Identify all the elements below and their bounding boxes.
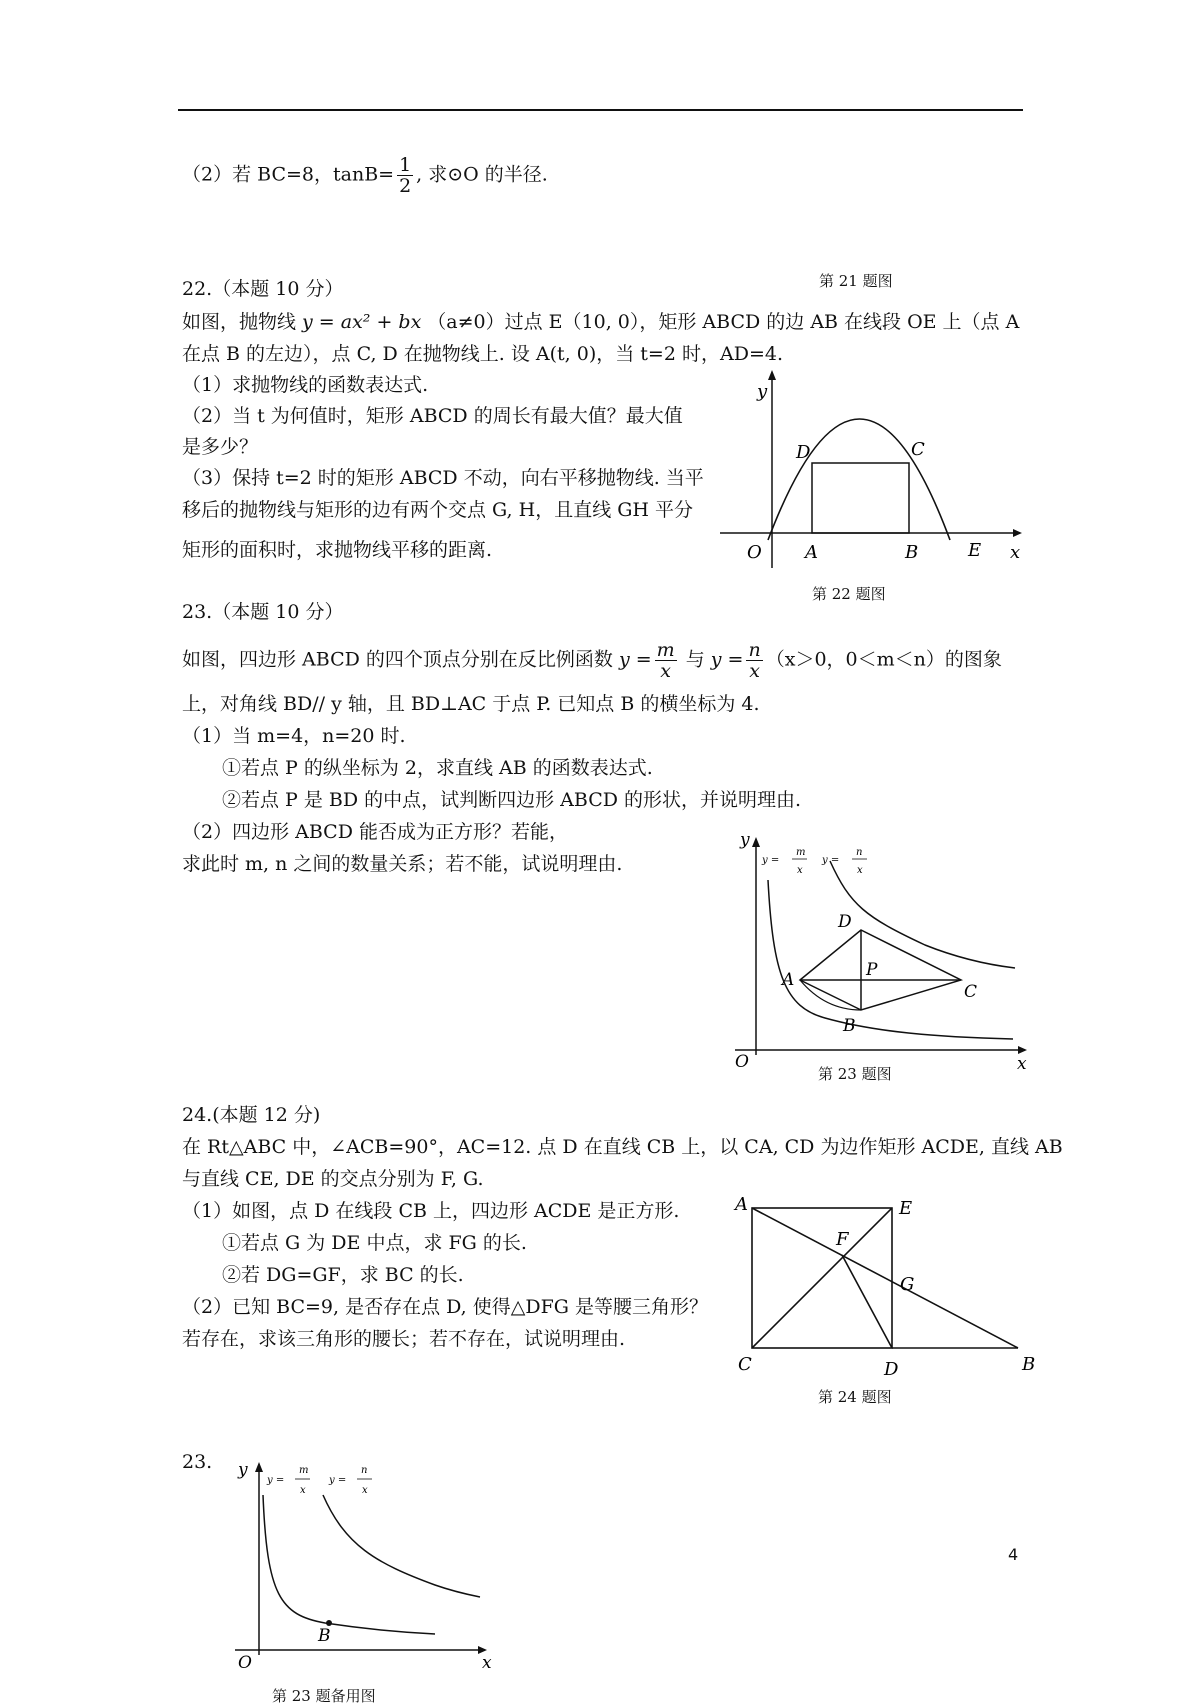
q24-line1: 在 Rt△ABC 中，∠ACB=90°，AC=12. 点 D 在直线 CB 上，以 CA, CD 为边作矩形 ACDE, 直线 AB bbox=[182, 1136, 1063, 1158]
q23-y-eq-2: y = bbox=[710, 648, 744, 671]
q23-y-eq-1: y = bbox=[618, 648, 652, 671]
q23-label-y: y bbox=[740, 830, 750, 850]
q23-quadrilateral bbox=[800, 930, 961, 1010]
q22-y-arrow-icon bbox=[768, 370, 776, 380]
q23-frac-m-num: m bbox=[656, 639, 675, 661]
q24-label-A: A bbox=[735, 1194, 748, 1215]
q22-line1-post: （a≠0）过点 E（10, 0），矩形 ABCD 的边 AB 在线段 OE 上（点 A bbox=[427, 311, 1020, 333]
q23-label-C: C bbox=[964, 982, 978, 1002]
q22-label-A: A bbox=[805, 542, 818, 563]
q22-line2: 在点 B 的左边），点 C, D 在抛物线上. 设 A(t, 0)，当 t=2 时，AD=4. bbox=[182, 343, 783, 365]
q24-part1a: ①若点 G 为 DE 中点，求 FG 的长. bbox=[222, 1232, 527, 1254]
q24-figure bbox=[735, 1190, 1035, 1380]
q21-frac-num: 1 bbox=[399, 154, 412, 176]
q23-curve-m bbox=[768, 880, 1013, 1039]
q24-fig-caption: 第 24 题图 bbox=[818, 1388, 892, 1406]
q23-part2b: 求此时 m, n 之间的数量关系；若不能，试说明理由. bbox=[182, 853, 623, 875]
spare-label-O: O bbox=[238, 1653, 252, 1673]
q22-label-x: x bbox=[1010, 542, 1021, 563]
q24-part1: （1）如图，点 D 在线段 CB 上，四边形 ACDE 是正方形. bbox=[182, 1200, 680, 1222]
q23-frac-m-den: x bbox=[660, 660, 672, 682]
q23-label-B: B bbox=[843, 1016, 856, 1036]
q24-part2b: 若存在，求该三角形的腰长；若不存在，试说明理由. bbox=[182, 1328, 626, 1350]
q22-part2b: 是多少？ bbox=[182, 436, 259, 458]
q22-label-C: C bbox=[911, 439, 925, 460]
spare-curve-n bbox=[323, 1495, 480, 1597]
spare-eq-m-den: x bbox=[300, 1485, 306, 1496]
spare-y-arrow-icon bbox=[255, 1462, 263, 1472]
page-number: 4 bbox=[1008, 1545, 1019, 1564]
q24-label-E: E bbox=[899, 1198, 913, 1219]
q23-line2: 上，对角线 BD// y 轴，且 BD⊥AC 于点 P. 已知点 B 的横坐标为 4. bbox=[182, 693, 760, 715]
q21-part2-text: （2）若 BC=8，tanB= bbox=[182, 163, 395, 186]
q23-part1b: ②若点 P 是 BD 的中点，试判断四边形 ABCD 的形状，并说明理由. bbox=[222, 789, 802, 811]
q22-x-arrow-icon bbox=[1013, 529, 1022, 537]
spare-fig-caption: 第 23 题备用图 bbox=[272, 1687, 376, 1705]
q23-part1: （1）当 m=4，n=20 时. bbox=[182, 725, 406, 747]
q24-line-CE bbox=[752, 1208, 892, 1348]
spare-label-x: x bbox=[482, 1653, 492, 1673]
q22-part3b: 移后的抛物线与矩形的边有两个交点 G, H，且直线 GH 平分 bbox=[182, 499, 694, 521]
q21-fig-caption: 第 21 题图 bbox=[819, 272, 893, 290]
q23-line1-pre: 如图，四边形 ABCD 的四个顶点分别在反比例函数 bbox=[182, 648, 613, 671]
q24-label-B: B bbox=[1022, 1354, 1036, 1375]
q24-label-C: C bbox=[738, 1354, 752, 1375]
q23-y-arrow-icon bbox=[752, 837, 760, 847]
q23-heading: 23.（本题 10 分） bbox=[182, 601, 344, 623]
q24-label-F: F bbox=[836, 1229, 849, 1250]
q23-label-A: A bbox=[782, 970, 795, 990]
q22-parabola bbox=[768, 419, 950, 540]
q22-label-y: y bbox=[757, 381, 768, 402]
q22-label-B: B bbox=[905, 542, 919, 563]
q22-heading: 22.（本题 10 分） bbox=[182, 278, 344, 300]
spare-eq-n-left: y = bbox=[329, 1475, 347, 1486]
q22-part3c: 矩形的面积时，求抛物线平移的距离. bbox=[182, 539, 493, 561]
q22-figure bbox=[735, 378, 1035, 578]
spare-label-y: y bbox=[238, 1460, 248, 1480]
q23-label-x: x bbox=[1017, 1054, 1027, 1074]
q21-fraction bbox=[397, 155, 413, 196]
q23-label-P: P bbox=[866, 960, 878, 980]
q23-label-O: O bbox=[735, 1052, 749, 1072]
spare-label-B: B bbox=[318, 1626, 331, 1646]
q24-label-D: D bbox=[884, 1359, 899, 1380]
q23-line1 bbox=[182, 640, 1002, 681]
q24-heading: 24.(本题 12 分) bbox=[182, 1104, 321, 1126]
q23-x-arrow-icon bbox=[1018, 1046, 1027, 1054]
q23-frac-m bbox=[655, 640, 677, 681]
q23-line1-post: （x＞0，0＜m＜n）的图象 bbox=[765, 648, 1002, 671]
q22-fig-caption: 第 22 题图 bbox=[812, 585, 886, 603]
spare-eq-n-num: n bbox=[361, 1465, 368, 1476]
q23-fig-caption: 第 23 题图 bbox=[818, 1065, 892, 1083]
q22-line1 bbox=[182, 310, 1019, 334]
spare-eq-n-den: x bbox=[362, 1485, 368, 1496]
spare-eq-m-num: m bbox=[299, 1465, 309, 1476]
q24-line2: 与直线 CE, DE 的交点分别为 F, G. bbox=[182, 1168, 484, 1190]
q22-label-D: D bbox=[796, 442, 811, 463]
q21-part2-tail: , 求⊙O 的半径. bbox=[416, 163, 548, 186]
q23-eq-n-left: y = bbox=[822, 855, 840, 866]
q21-frac-den: 2 bbox=[399, 175, 412, 197]
spare-label: 23. bbox=[182, 1451, 213, 1473]
q23-frac-n bbox=[746, 640, 762, 681]
q23-part1a: ①若点 P 的纵坐标为 2，求直线 AB 的函数表达式. bbox=[222, 757, 653, 779]
q23-eq-m-den: x bbox=[797, 865, 803, 876]
q22-label-E: E bbox=[968, 540, 982, 561]
q23-eq-n-den: x bbox=[857, 865, 863, 876]
spare-curve-m bbox=[263, 1495, 435, 1634]
q23-part2a: （2）四边形 ABCD 能否成为正方形？若能， bbox=[182, 821, 568, 843]
q23-eq-n-num: n bbox=[856, 847, 863, 858]
q23-frac-n-den: x bbox=[749, 660, 760, 682]
q22-label-O: O bbox=[747, 542, 762, 563]
spare-figure bbox=[235, 1455, 505, 1690]
q22-part1: （1）求抛物线的函数表达式. bbox=[182, 374, 429, 396]
spare-eq-m-left: y = bbox=[267, 1475, 285, 1486]
q23-eq-m-num: m bbox=[796, 847, 806, 858]
q23-label-D: D bbox=[838, 912, 852, 932]
q22-part3a: （3）保持 t=2 时的矩形 ABCD 不动，向右平移抛物线. 当平 bbox=[182, 467, 704, 489]
q24-label-G: G bbox=[900, 1274, 915, 1295]
q24-part2a: （2）已知 BC=9, 是否存在点 D, 使得△DFG 是等腰三角形？ bbox=[182, 1296, 708, 1318]
q22-formula: y = ax² + bx bbox=[302, 311, 422, 333]
q24-line-AB bbox=[752, 1208, 1018, 1348]
q22-rectangle bbox=[812, 463, 909, 533]
q23-curve-n bbox=[830, 861, 1015, 968]
q23-with: 与 bbox=[685, 648, 705, 671]
q21-part2 bbox=[182, 155, 548, 196]
header-rule bbox=[178, 109, 1023, 111]
q23-frac-n-num: n bbox=[748, 639, 761, 661]
q24-part1b: ②若 DG=GF，求 BC 的长. bbox=[222, 1264, 464, 1286]
q22-part2a: （2）当 t 为何值时，矩形 ABCD 的周长有最大值？最大值 bbox=[182, 405, 683, 427]
q22-line1-pre: 如图，抛物线 bbox=[182, 311, 297, 333]
q23-eq-m-left: y = bbox=[762, 855, 780, 866]
